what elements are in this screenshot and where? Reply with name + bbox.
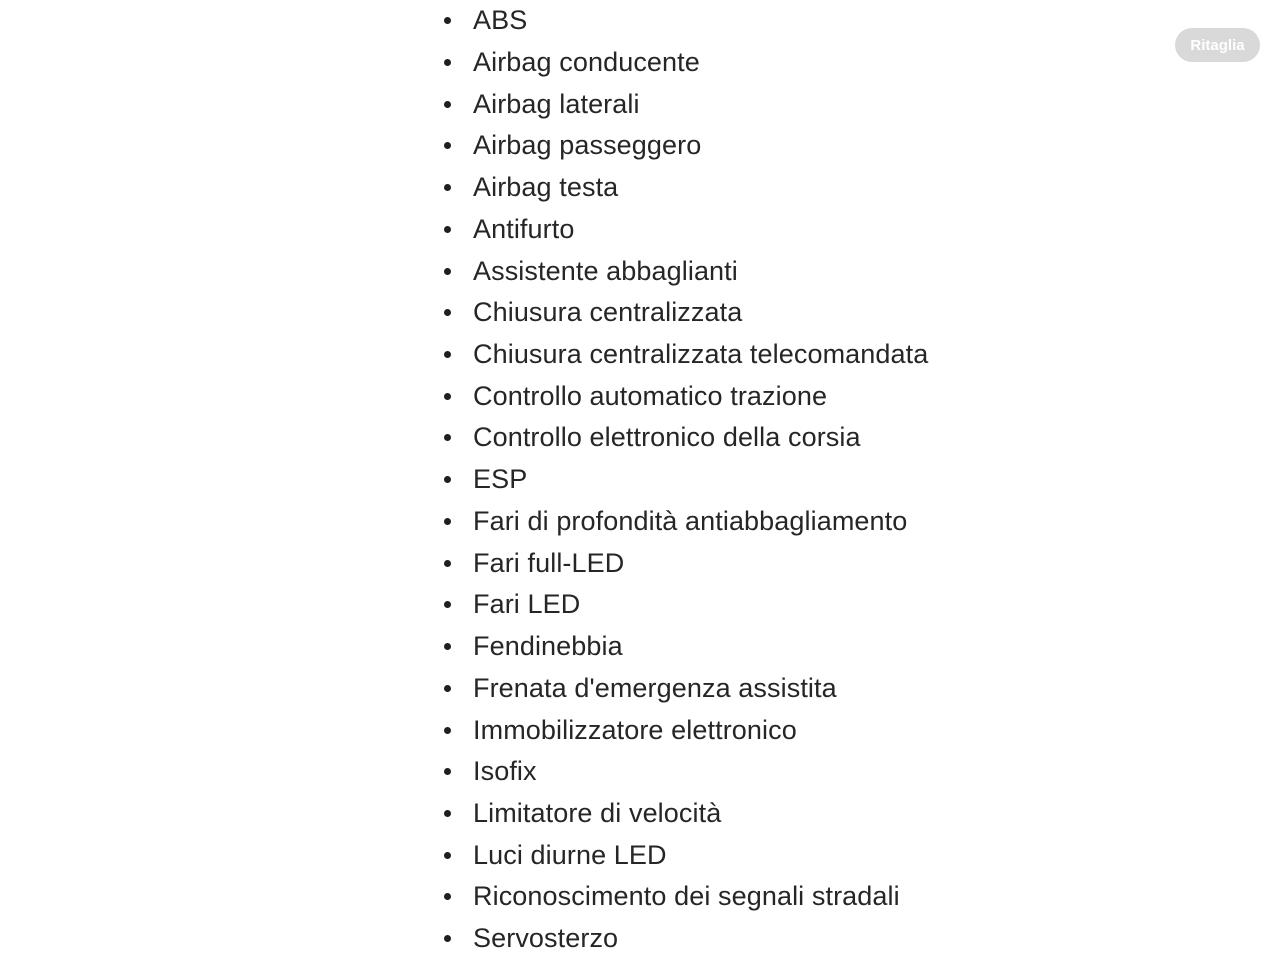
feature-label: Fendinebbia [473, 630, 623, 661]
list-item [440, 710, 797, 750]
crop-button[interactable]: Ritaglia [1175, 28, 1260, 62]
bullet-icon [444, 810, 451, 817]
list-item [440, 209, 574, 249]
list-item [440, 417, 861, 457]
bullet-icon [444, 685, 451, 692]
list-item [440, 626, 623, 666]
bullet-icon [444, 142, 451, 149]
bullet-icon [444, 184, 451, 191]
list-item [440, 918, 618, 958]
feature-label: Antifurto [473, 213, 575, 244]
feature-label: Airbag conducente [473, 46, 700, 77]
bullet-icon [444, 852, 451, 859]
list-item [440, 125, 701, 165]
list-item [440, 501, 907, 541]
feature-label: ABS [473, 4, 528, 35]
bullet-icon [444, 309, 451, 316]
bullet-icon [444, 59, 451, 66]
list-item [440, 376, 827, 416]
list-item [440, 668, 837, 708]
list-item [440, 876, 900, 916]
list-item [440, 459, 527, 499]
list-item [440, 42, 700, 82]
bullet-icon [444, 434, 451, 441]
feature-label: Controllo automatico trazione [473, 380, 828, 411]
bullet-icon [444, 518, 451, 525]
bullet-icon [444, 268, 451, 275]
feature-label: Immobilizzatore elettronico [473, 714, 797, 745]
feature-label: Airbag testa [473, 171, 619, 202]
list-item [440, 835, 667, 875]
feature-label: Airbag passeggero [473, 129, 702, 160]
bullet-icon [444, 935, 451, 942]
bullet-icon [444, 601, 451, 608]
list-item [440, 584, 580, 624]
feature-label: Chiusura centralizzata [473, 296, 743, 327]
bullet-icon [444, 351, 451, 358]
feature-label: ESP [473, 463, 528, 494]
feature-label: Controllo elettronico della corsia [473, 421, 861, 452]
bullet-icon [444, 393, 451, 400]
bullet-icon [444, 643, 451, 650]
bullet-icon [444, 476, 451, 483]
feature-label: Chiusura centralizzata telecomandata [473, 338, 929, 369]
feature-label: Luci diurne LED [473, 839, 667, 870]
list-item [440, 793, 721, 833]
list-item [440, 251, 738, 291]
bullet-icon [444, 226, 451, 233]
list-item [440, 167, 618, 207]
feature-label: Riconoscimento dei segnali stradali [473, 880, 900, 911]
bullet-icon [444, 17, 451, 24]
bullet-icon [444, 560, 451, 567]
feature-label: Fari LED [473, 588, 581, 619]
feature-label: Frenata d'emergenza assistita [473, 672, 837, 703]
list-item [440, 751, 537, 791]
list-item [440, 0, 527, 40]
feature-label: Fari full-LED [473, 547, 625, 578]
bullet-icon [444, 893, 451, 900]
feature-label: Isofix [473, 755, 537, 786]
bullet-icon [444, 101, 451, 108]
bullet-icon [444, 727, 451, 734]
feature-label: Servosterzo [473, 922, 619, 953]
bullet-icon [444, 768, 451, 775]
feature-label: Fari di profondità antiabbagliamento [473, 505, 908, 536]
feature-label: Airbag laterali [473, 88, 640, 119]
list-item [440, 292, 742, 332]
list-item [440, 84, 640, 124]
feature-label: Limitatore di velocità [473, 797, 722, 828]
feature-label: Assistente abbaglianti [473, 255, 738, 286]
list-item [440, 543, 624, 583]
list-item [440, 334, 928, 374]
